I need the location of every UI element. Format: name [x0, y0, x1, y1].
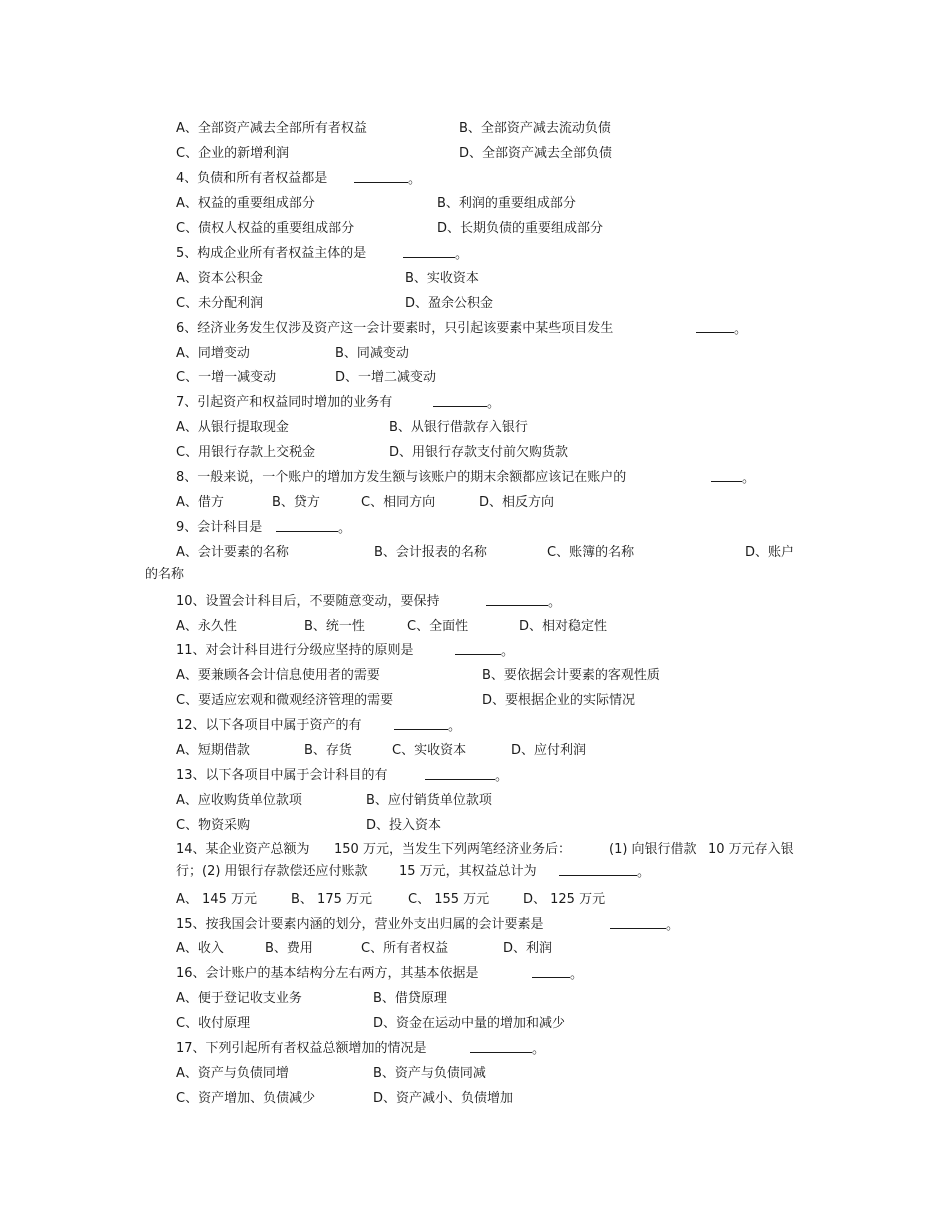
- q15-option-a: A、收入: [176, 941, 224, 956]
- q5-option-d: D、盈余公积金: [405, 296, 494, 311]
- q12-option-c: C、实收资本: [392, 743, 467, 758]
- q12-stem: 12、以下各项目中属于资产的有: [176, 718, 362, 733]
- q7-option-a: A、从银行提取现金: [176, 420, 289, 435]
- q9-answer-blank: 。: [276, 520, 351, 537]
- q8-answer-blank: 。: [711, 470, 755, 487]
- q5-option-c: C、未分配利润: [176, 296, 264, 311]
- q13-option-d: D、投入资本: [366, 818, 442, 833]
- q16-option-c: C、收付原理: [176, 1016, 251, 1031]
- q12-option-b: B、存货: [304, 743, 352, 758]
- q8-option-a: A、借方: [176, 495, 224, 510]
- q11-answer-blank: 。: [455, 643, 514, 660]
- q11-option-c: C、要适应宏观和微观经济管理的需要: [176, 693, 394, 708]
- q6-answer-blank: 。: [696, 321, 747, 338]
- q4-stem: 4、负债和所有者权益都是: [176, 171, 328, 186]
- q6-option-d: D、一增二减变动: [335, 370, 437, 385]
- q8-stem: 8、一般来说，一个账户的增加方发生额与该账户的期末余额都应该记在账户的: [176, 470, 627, 485]
- q14-option-a: A、 145 万元: [176, 892, 257, 907]
- q17-option-a: A、资产与负债同增: [176, 1066, 289, 1081]
- q3-option-c: C、企业的新增利润: [176, 146, 290, 161]
- q16-option-b: B、借贷原理: [373, 991, 447, 1006]
- q10-option-b: B、统一性: [304, 619, 365, 634]
- q13-answer-blank: 。: [425, 768, 508, 785]
- q16-option-d: D、资金在运动中量的增加和减少: [373, 1016, 566, 1031]
- q17-option-d: D、资产减小、负债增加: [373, 1091, 514, 1106]
- q17-option-b: B、资产与负债同减: [373, 1066, 486, 1081]
- q11-option-b: B、要依据会计要素的客观性质: [482, 668, 660, 683]
- q8-option-d: D、相反方向: [479, 495, 555, 510]
- q14-answer-blank: 。: [559, 864, 650, 881]
- q15-option-c: C、所有者权益: [361, 941, 449, 956]
- q17-option-c: C、资产增加、负债减少: [176, 1091, 316, 1106]
- q13-option-b: B、应付销货单位款项: [366, 793, 492, 808]
- q17-stem: 17、下列引起所有者权益总额增加的情况是: [176, 1041, 427, 1056]
- q5-stem: 5、构成企业所有者权益主体的是: [176, 246, 367, 261]
- q17-answer-blank: 。: [470, 1041, 545, 1058]
- q3-option-d: D、全部资产减去全部负债: [459, 146, 613, 161]
- q14-option-b: B、 175 万元: [291, 892, 372, 907]
- q14-stem-part2: 150 万元，当发生下列两笔经济业务后：: [334, 842, 571, 857]
- q5-option-b: B、实收资本: [405, 271, 479, 286]
- q10-option-d: D、相对稳定性: [519, 619, 608, 634]
- q6-option-c: C、一增一减变动: [176, 370, 277, 385]
- q14-stem-part3: (1) 向银行借款: [609, 842, 697, 857]
- q6-option-a: A、同增变动: [176, 346, 250, 361]
- q14-stem-part1: 14、某企业资产总额为: [176, 842, 310, 857]
- q15-option-d: D、利润: [503, 941, 553, 956]
- q7-answer-blank: 。: [433, 395, 500, 412]
- q4-option-b: B、利润的重要组成部分: [437, 196, 576, 211]
- q10-option-c: C、全面性: [407, 619, 469, 634]
- q14-stem-part4: 10 万元存入银: [708, 842, 794, 857]
- q12-option-a: A、短期借款: [176, 743, 250, 758]
- q4-option-c: C、债权人权益的重要组成部分: [176, 221, 355, 236]
- q11-option-a: A、要兼顾各会计信息使用者的需要: [176, 668, 380, 683]
- q9-option-c: C、账簿的名称: [547, 545, 635, 560]
- q8-option-b: B、贷方: [272, 495, 320, 510]
- q5-option-a: A、资本公积金: [176, 271, 263, 286]
- q7-stem: 7、引起资产和权益同时增加的业务有: [176, 395, 393, 410]
- q6-option-b: B、同减变动: [335, 346, 409, 361]
- q15-option-b: B、费用: [265, 941, 313, 956]
- q16-option-a: A、便于登记收支业务: [176, 991, 302, 1006]
- q6-stem: 6、经济业务发生仅涉及资产这一会计要素时，只引起该要素中某些项目发生: [176, 321, 614, 336]
- q14-option-d: D、 125 万元: [523, 892, 606, 907]
- q7-option-c: C、用银行存款上交税金: [176, 445, 316, 460]
- q11-stem: 11、对会计科目进行分级应坚持的原则是: [176, 643, 414, 658]
- q8-option-c: C、相同方向: [361, 495, 436, 510]
- q15-stem: 15、按我国会计要素内涵的划分，营业外支出归属的会计要素是: [176, 917, 544, 932]
- q12-option-d: D、应付利润: [511, 743, 587, 758]
- q14-stem-line2b: 15 万元，其权益总计为: [399, 864, 537, 879]
- q13-stem: 13、以下各项目中属于会计科目的有: [176, 768, 388, 783]
- q11-option-d: D、要根据企业的实际情况: [482, 693, 636, 708]
- q13-option-c: C、物资采购: [176, 818, 251, 833]
- q13-option-a: A、应收购货单位款项: [176, 793, 302, 808]
- q5-answer-blank: 。: [403, 246, 468, 263]
- q4-answer-blank: 。: [354, 171, 421, 188]
- q10-option-a: A、永久性: [176, 619, 237, 634]
- q10-stem: 10、设置会计科目后，不要随意变动，要保持: [176, 594, 440, 609]
- q14-stem-line2a: 行；(2) 用银行存款偿还应付账款: [176, 864, 368, 879]
- q7-option-d: D、用银行存款支付前欠购货款: [389, 445, 569, 460]
- q9-option-d-continued: 的名称: [145, 567, 185, 582]
- q14-option-c: C、 155 万元: [408, 892, 490, 907]
- q10-answer-blank: 。: [486, 594, 561, 611]
- q15-answer-blank: 。: [610, 917, 679, 934]
- q4-option-d: D、长期负债的重要组成部分: [437, 221, 604, 236]
- q9-option-a: A、会计要素的名称: [176, 545, 289, 560]
- q9-option-b: B、会计报表的名称: [374, 545, 487, 560]
- q16-stem: 16、会计账户的基本结构分左右两方，其基本依据是: [176, 966, 479, 981]
- q9-option-d: D、账户: [745, 545, 795, 560]
- q3-option-b: B、全部资产减去流动负债: [459, 121, 611, 136]
- q7-option-b: B、从银行借款存入银行: [389, 420, 528, 435]
- q9-stem: 9、会计科目是: [176, 520, 263, 535]
- q3-option-a: A、全部资产减去全部所有者权益: [176, 121, 367, 136]
- q16-answer-blank: 。: [532, 966, 583, 983]
- q12-answer-blank: 。: [394, 718, 461, 735]
- q4-option-a: A、权益的重要组成部分: [176, 196, 315, 211]
